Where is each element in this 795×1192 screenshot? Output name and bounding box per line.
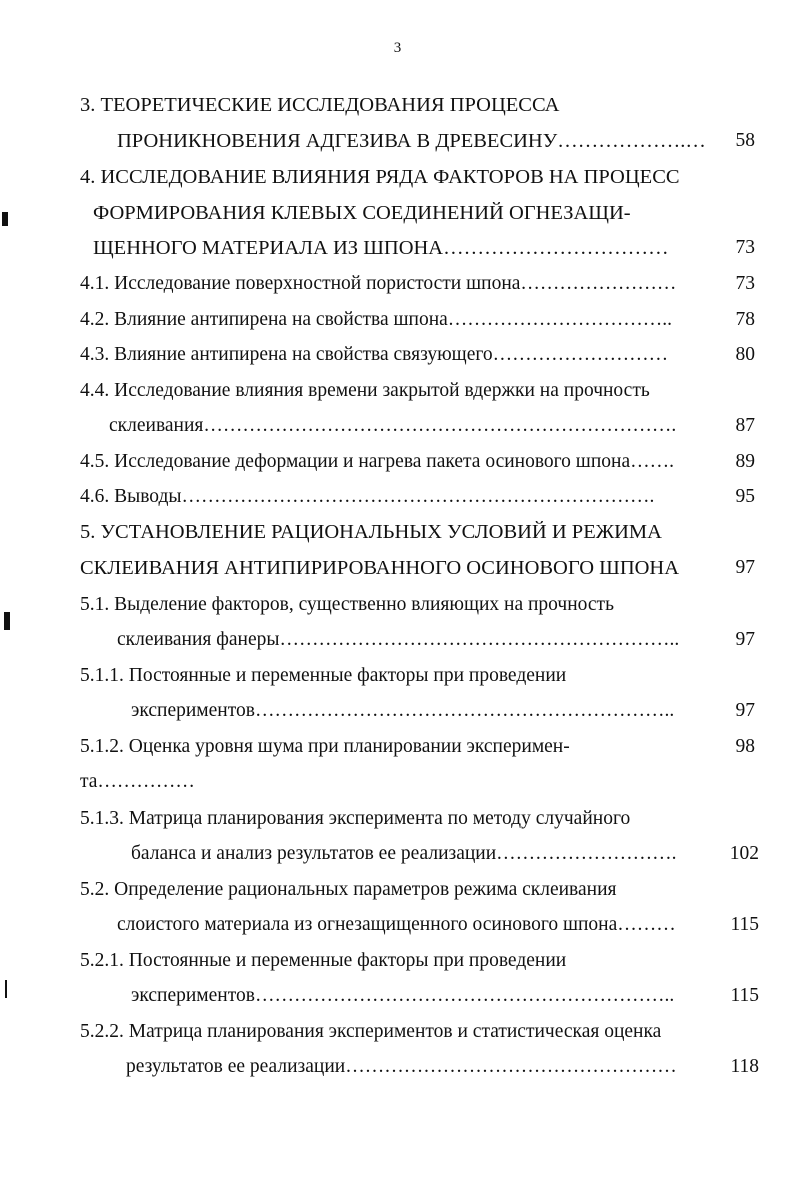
toc-page-number: 97 xyxy=(735,557,755,578)
toc-page-number: 98 xyxy=(735,736,755,757)
toc-entry-text: 5. УСТАНОВЛЕНИЕ РАЦИОНАЛЬНЫХ УСЛОВИЙ И РЕЖИМА xyxy=(80,521,662,543)
toc-page-number: 102 xyxy=(729,843,759,864)
toc-entry-text: 5.2.1. Постоянные и переменные факторы при проведении xyxy=(80,950,567,971)
scan-mark xyxy=(4,612,10,630)
toc-page-number: 58 xyxy=(735,130,755,151)
toc-page-number: 97 xyxy=(735,629,755,650)
page-number: 3 xyxy=(393,40,402,56)
toc-page-number: 115 xyxy=(730,914,759,935)
scan-mark xyxy=(5,980,7,998)
toc-page-number: 115 xyxy=(730,985,759,1006)
toc-entry-text: 5.1.2. Оценка уровня шума при планировании эксперимен- xyxy=(80,736,570,757)
scan-mark xyxy=(2,212,8,226)
toc-entry-text: склеивания………………………………………………………………. xyxy=(109,415,677,436)
toc-page-number: 73 xyxy=(735,273,755,294)
toc-page-number: 87 xyxy=(735,415,755,436)
toc-entry-text: 5.2. Определение рациональных параметров режима склеивания xyxy=(80,879,617,900)
toc-entry-text: 5.1.1. Постоянные и переменные факторы при проведении xyxy=(80,665,567,686)
toc-page-number: 97 xyxy=(735,700,755,721)
toc-entry-text: баланса и анализ результатов ее реализации………………………. xyxy=(131,843,677,864)
toc-entry-text: 5.1.3. Матрица планирования эксперимента по методу случайного xyxy=(80,808,631,829)
toc-entry-text: 4. ИССЛЕДОВАНИЕ ВЛИЯНИЯ РЯДА ФАКТОРОВ НА ПРОЦЕСС xyxy=(80,166,680,188)
toc-entry-text: слоистого материала из огнезащищенного осинового шпона……… xyxy=(117,914,676,935)
toc-page-number: 80 xyxy=(735,344,755,365)
toc-entry-text: 4.2. Влияние антипирена на свойства шпона…………………………….. xyxy=(80,309,673,330)
toc-entry-text: ФОРМИРОВАНИЯ КЛЕВЫХ СОЕДИНЕНИЙ ОГНЕЗАЩИ- xyxy=(93,202,631,224)
toc-page-number: 95 xyxy=(735,486,755,507)
toc-entry-text: 3. ТЕОРЕТИЧЕСКИЕ ИССЛЕДОВАНИЯ ПРОЦЕССА xyxy=(80,94,560,116)
toc-entry-text: 4.4. Исследование влияния времени закрытой вдержки на прочность xyxy=(80,380,650,401)
toc-entry-text: СКЛЕИВАНИЯ АНТИПИРИРОВАННОГО ОСИНОВОГО ШПОНА xyxy=(80,557,680,579)
toc-entry-text: 4.3. Влияние антипирена на свойства связующего……………………… xyxy=(80,344,669,365)
toc-entry-text: 5.1. Выделение факторов, существенно влияющих на прочность xyxy=(80,594,614,615)
toc-entry-text: ПРОНИКНОВЕНИЯ АДГЕЗИВА В ДРЕВЕСИНУ……………….… xyxy=(117,130,706,152)
toc-entry-text: 4.5. Исследование деформации и нагрева пакета осинового шпона……. xyxy=(80,451,674,472)
toc-entry-text: результатов ее реализации…………………………………………… xyxy=(126,1056,677,1077)
toc-entry-text: ЩЕННОГО МАТЕРИАЛА ИЗ ШПОНА…………………………… xyxy=(93,237,669,259)
toc-entry-text: экспериментов……………………………………………………….. xyxy=(131,985,675,1006)
toc-page-number: 73 xyxy=(735,237,755,258)
toc-entry-text: 5.2.2. Матрица планирования экспериментов и статистическая оценка xyxy=(80,1021,662,1042)
toc-page-number: 89 xyxy=(735,451,755,472)
toc-entry-text: экспериментов……………………………………………………….. xyxy=(131,700,675,721)
toc-entry-text: 4.6. Выводы………………………………………………………………. xyxy=(80,486,655,507)
toc-page-number: 78 xyxy=(735,309,755,330)
toc-entry-text: склеивания фанеры…………………………………………………….. xyxy=(117,629,680,650)
toc-page-number: 118 xyxy=(730,1056,759,1077)
toc-entry-text: 4.1. Исследование поверхностной пористости шпона…………………… xyxy=(80,273,677,294)
toc-entry-text: та…………… xyxy=(80,771,195,792)
